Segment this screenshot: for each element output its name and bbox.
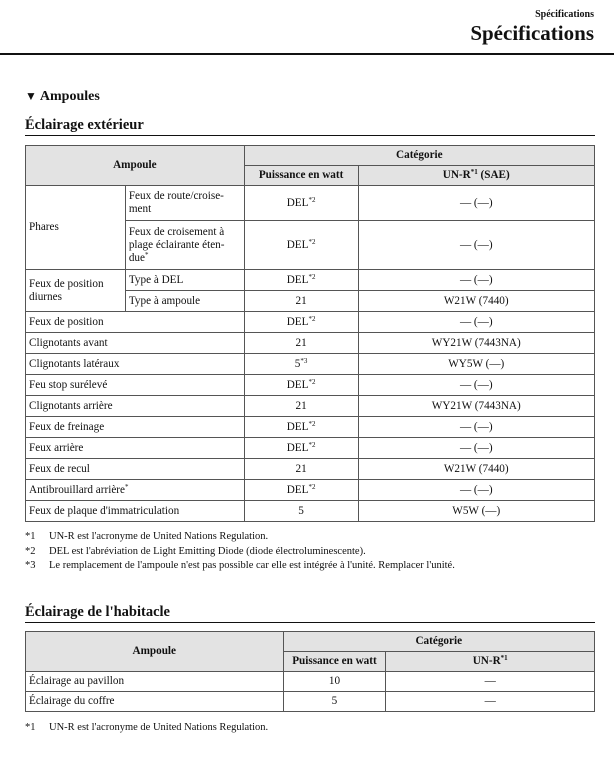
footnote: *1 UN-R est l'acronyme de United Nations Regulation.: [25, 722, 269, 733]
row-name: Clignotants avant: [26, 333, 245, 354]
interior-footnotes: [25, 721, 268, 736]
interior-heading: Éclairage de l'habitacle: [25, 604, 595, 623]
header-rule: [0, 53, 614, 55]
pos-diurnes-sub1-cat: — (—): [358, 270, 595, 291]
row-watt: 21: [244, 333, 358, 354]
row-cat: — (—): [358, 480, 595, 501]
pos-diurnes-sub1: Type à DEL: [125, 270, 244, 291]
header-small-title: Spécifications: [535, 9, 594, 20]
row-name: Feux de position: [26, 312, 245, 333]
row-name: Feu stop surélevé: [26, 375, 245, 396]
footnote: *1 UN-R est l'acronyme de United Nations Regulation.: [25, 531, 269, 542]
row-watt: 10: [283, 672, 386, 692]
table-row: [26, 396, 595, 417]
row-cat: W21W (7440): [358, 459, 595, 480]
row-watt: DEL$^{*2}$: [244, 375, 358, 396]
header-ampoule: Ampoule: [26, 146, 245, 186]
row-name: Éclairage du coffre: [26, 692, 284, 712]
header-ampoule: Ampoule: [26, 632, 284, 672]
pos-diurnes-sub1-watt: DEL$^{*2}$: [244, 270, 358, 291]
header-unr: $UN-R^{*1}$: [386, 652, 595, 672]
header-categorie: Catégorie: [283, 632, 594, 652]
phares-sub1-watt: DEL$^{*2}$: [244, 186, 358, 221]
interior-table: [25, 631, 595, 712]
row-watt: 5: [244, 501, 358, 522]
section-title: Ampoules: [39, 89, 100, 104]
row-name: Clignotants arrière: [26, 396, 245, 417]
footnote: *3 Le remplacement de l'ampoule n'est pas possible car elle est intégrée à l'unité. Remplacer l'unité.: [25, 560, 455, 571]
pos-diurnes-sub2-watt: 21: [244, 291, 358, 312]
row-watt: DEL$^{*2}$: [244, 312, 358, 333]
row-cat: —: [386, 692, 595, 712]
row-name: Feux de freinage: [26, 417, 245, 438]
footnote: *2 DEL est l'abréviation de Light Emitting Diode (diode électroluminescente).: [25, 545, 366, 557]
pos-diurnes-sub2-cat: W21W (7440): [358, 291, 595, 312]
table-row: [26, 672, 595, 692]
phares-sub1-cat: — (—): [358, 186, 595, 221]
exterior-footnotes: [25, 530, 455, 574]
phares-sub1: Feux de route/croise-ment: [125, 186, 244, 221]
table-row: [26, 417, 595, 438]
row-cat: WY21W (7443NA): [358, 396, 595, 417]
row-watt: 21: [244, 396, 358, 417]
row-watt: 5$^{*3}$: [244, 354, 358, 375]
header-unr: $UN-R^{*1}$ (SAE): [358, 166, 595, 186]
phares-sub2-cat: — (—): [358, 221, 595, 270]
row-cat: — (—): [358, 312, 595, 333]
exterior-heading: Éclairage extérieur: [25, 117, 595, 136]
table-row: [26, 501, 595, 522]
table-row: [26, 333, 595, 354]
table-row: [26, 459, 595, 480]
row-cat: — (—): [358, 417, 595, 438]
table-row: [26, 692, 595, 712]
row-name: Clignotants latéraux: [26, 354, 245, 375]
page-title: Spécifications: [470, 21, 594, 45]
header-puissance: Puissance en watt: [283, 652, 386, 672]
pos-diurnes-sub2: Type à ampoule: [125, 291, 244, 312]
row-cat: — (—): [358, 438, 595, 459]
row-cat: — (—): [358, 375, 595, 396]
row-cat: W5W (—): [358, 501, 595, 522]
header-categorie: Catégorie: [244, 146, 594, 166]
table-row: [26, 312, 595, 333]
row-cat: —: [386, 672, 595, 692]
row-watt: DEL$^{*2}$: [244, 438, 358, 459]
row-watt: 5: [283, 692, 386, 712]
row-cat: WY21W (7443NA): [358, 333, 595, 354]
table-row: [26, 480, 595, 501]
exterior-table: [25, 145, 595, 522]
phares-sub2-watt: DEL$^{*2}$: [244, 221, 358, 270]
phares-sub2: Feux de croisement à plage éclairante éten-due*: [125, 221, 244, 270]
row-name: Feux arrière: [26, 438, 245, 459]
row-watt: DEL$^{*2}$: [244, 417, 358, 438]
pos-diurnes-label: Feux de position diurnes: [26, 270, 126, 312]
row-name: Feux de plaque d'immatriculation: [26, 501, 245, 522]
phares-label: Phares: [26, 186, 126, 270]
section-heading: [25, 89, 100, 105]
row-name: Éclairage au pavillon: [26, 672, 284, 692]
triangle-icon: ▼: [25, 89, 37, 103]
table-row: [26, 354, 595, 375]
header-puissance: Puissance en watt: [244, 166, 358, 186]
row-watt: DEL$^{*2}$: [244, 480, 358, 501]
row-name: Feux de recul: [26, 459, 245, 480]
table-row: [26, 438, 595, 459]
row-watt: 21: [244, 459, 358, 480]
table-row: [26, 375, 595, 396]
row-cat: WY5W (—): [358, 354, 595, 375]
row-name: Antibrouillard arrière*: [26, 480, 245, 501]
